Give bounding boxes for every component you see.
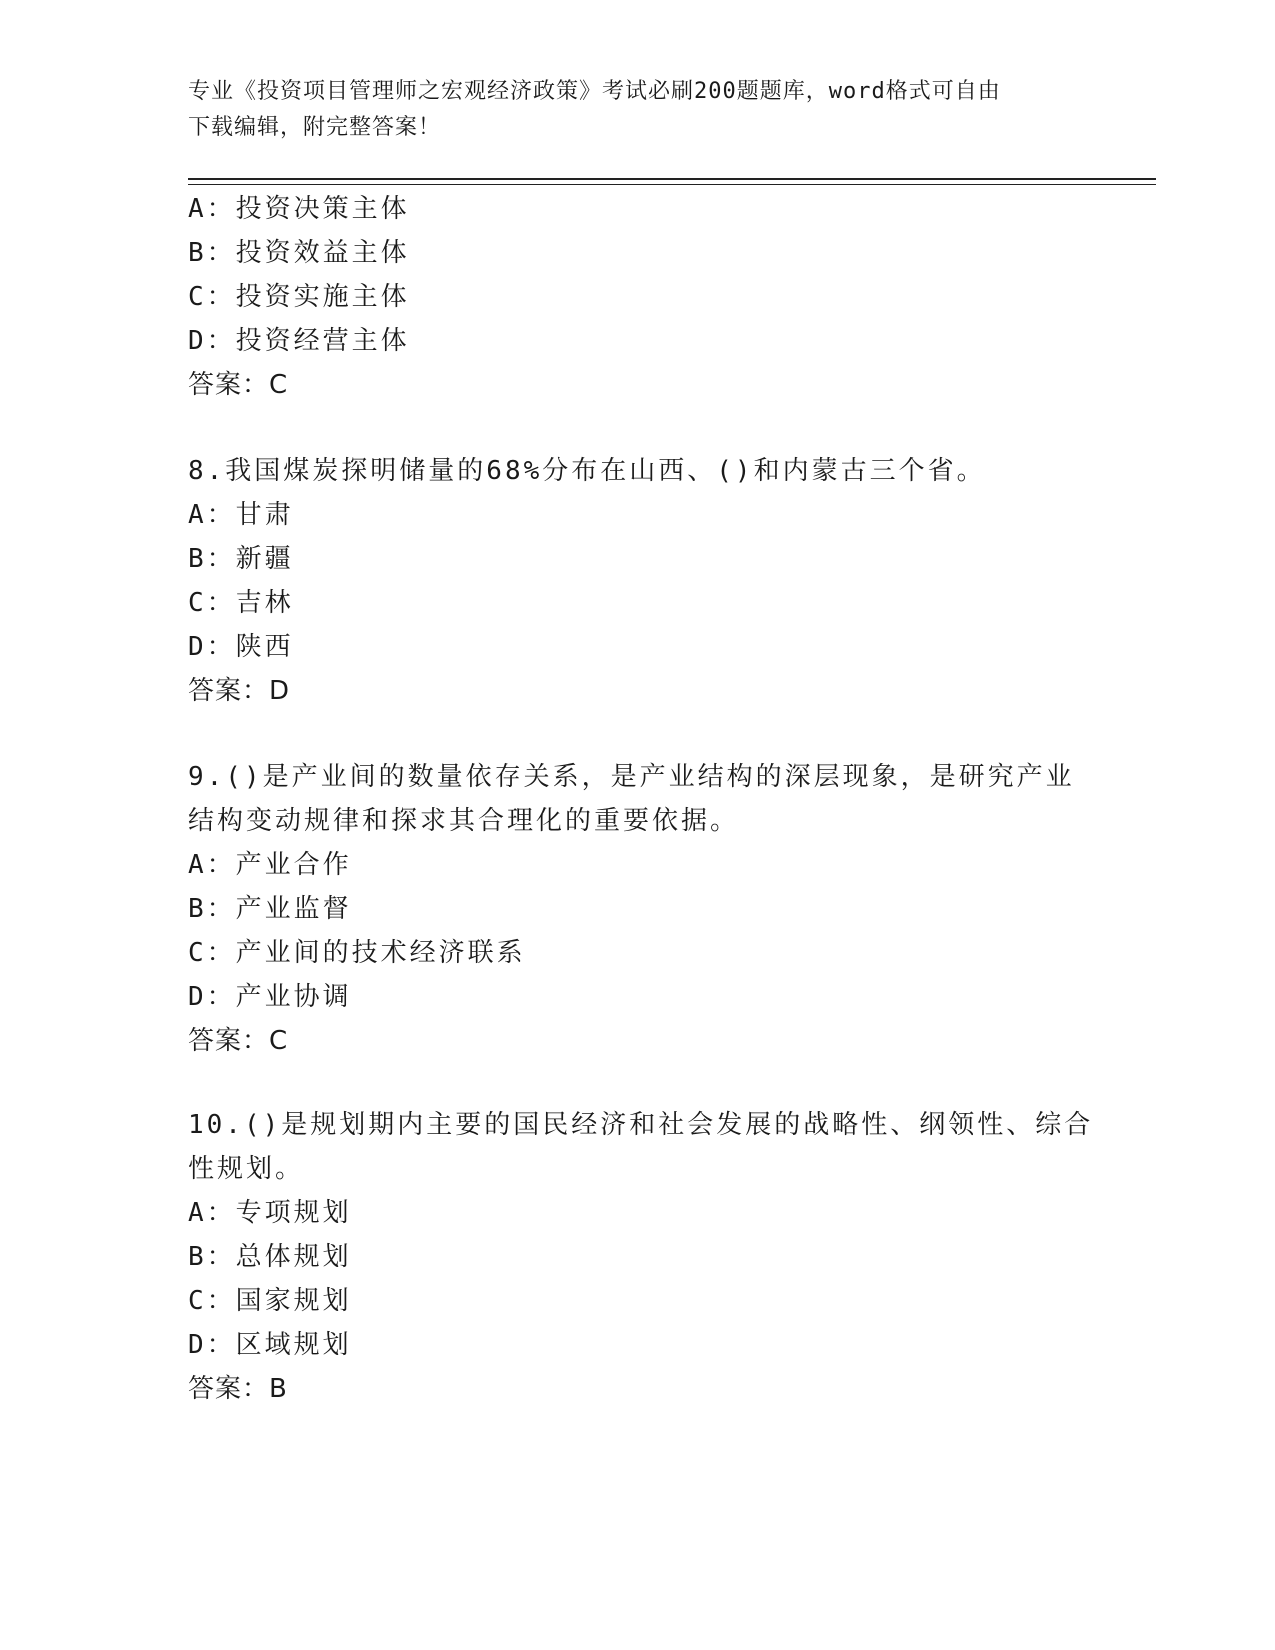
q8-option-c: C：吉林	[188, 588, 294, 618]
q10-question-line-1: 10.()是规划期内主要的国民经济和社会发展的战略性、纲领性、综合	[188, 1110, 1094, 1140]
q10-option-c: C：国家规划	[188, 1286, 352, 1316]
q10-option-a: A：专项规划	[188, 1198, 352, 1228]
q7-option-b: B：投资效益主体	[188, 238, 410, 268]
q9-option-b: B：产业监督	[188, 894, 352, 924]
header-rule-thin	[188, 184, 1156, 185]
q8-option-a: A：甘肃	[188, 500, 294, 530]
q9-option-d: D：产业协调	[188, 982, 352, 1012]
q7-answer: 答案：C	[188, 370, 289, 400]
q10-question-line-2: 性规划。	[188, 1154, 305, 1184]
q7-option-c: C：投资实施主体	[188, 282, 410, 312]
q9-option-a: A：产业合作	[188, 850, 352, 880]
q9-question-line-1: 9.()是产业间的数量依存关系，是产业结构的深层现象，是研究产业	[188, 762, 1075, 792]
q10-option-d: D：区域规划	[188, 1330, 352, 1360]
header-line-1: 专业《投资项目管理师之宏观经济政策》考试必刷200题题库，word格式可自由	[188, 79, 1001, 104]
q9-question-line-2: 结构变动规律和探求其合理化的重要依据。	[188, 806, 740, 836]
q8-option-d: D：陕西	[188, 632, 294, 662]
header-line-2: 下载编辑，附完整答案！	[188, 115, 442, 140]
q8-answer: 答案：D	[188, 676, 291, 706]
q7-option-a: A：投资决策主体	[188, 194, 410, 224]
q8-option-b: B：新疆	[188, 544, 294, 574]
header-rule-thick	[188, 178, 1156, 180]
q10-answer: 答案：B	[188, 1374, 288, 1404]
document-header	[188, 74, 1068, 146]
q7-option-d: D：投资经营主体	[188, 326, 410, 356]
q9-option-c: C：产业间的技术经济联系	[188, 938, 526, 968]
q8-question: 8.我国煤炭探明储量的68%分布在山西、()和内蒙古三个省。	[188, 456, 986, 486]
q10-option-b: B：总体规划	[188, 1242, 352, 1272]
q9-answer: 答案：C	[188, 1026, 289, 1056]
